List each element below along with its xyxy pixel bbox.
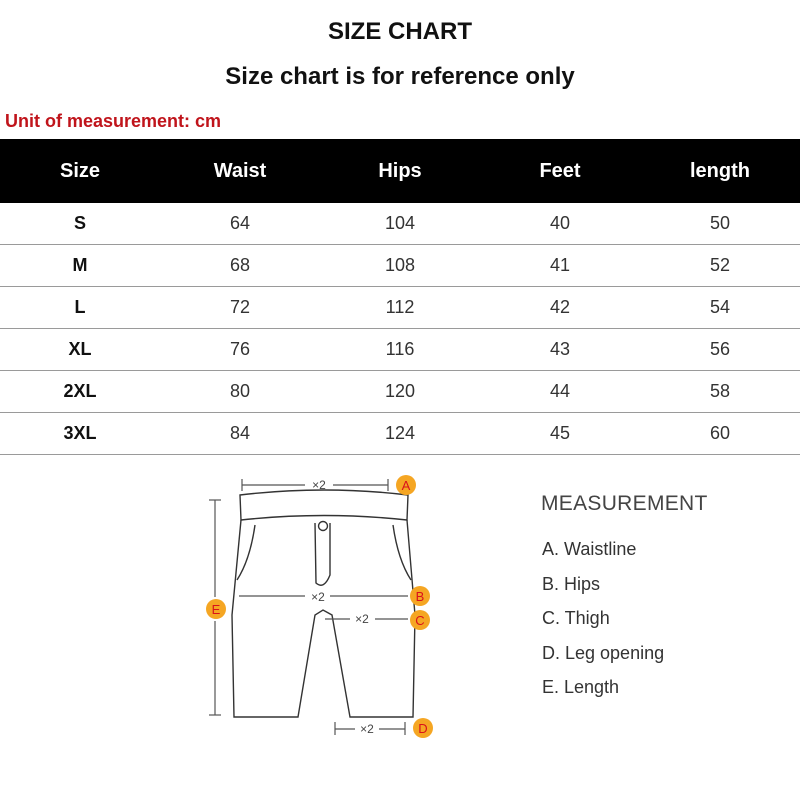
- hips-cell: 120: [320, 371, 480, 413]
- waist-cell: 80: [160, 371, 320, 413]
- length-cell: 58: [640, 371, 800, 413]
- hips-multiplier: ×2: [311, 590, 325, 604]
- size-cell: 3XL: [0, 413, 160, 455]
- column-header-waist: Waist: [160, 139, 320, 203]
- table-row: [0, 371, 800, 413]
- table-row: [0, 413, 800, 455]
- column-header-length: length: [640, 139, 800, 203]
- column-header-hips: Hips: [320, 139, 480, 203]
- length-cell: 50: [640, 203, 800, 245]
- feet-cell: 43: [480, 329, 640, 371]
- legend-item-length: E. Length: [542, 677, 620, 697]
- marker-e-label: E: [211, 602, 221, 617]
- size-cell: 2XL: [0, 371, 160, 413]
- hips-cell: 112: [320, 287, 480, 329]
- feet-cell: 42: [480, 287, 640, 329]
- legend-item-thigh: C. Thigh: [542, 608, 610, 628]
- legend-item-leg-opening: D. Leg opening: [542, 642, 665, 663]
- shorts-illustration: [195, 465, 455, 755]
- size-cell: L: [0, 287, 160, 329]
- length-cell: 52: [640, 245, 800, 287]
- page-title: SIZE CHART: [328, 18, 472, 45]
- size-cell: XL: [0, 329, 160, 371]
- feet-cell: 41: [480, 245, 640, 287]
- column-header-size: Size: [0, 139, 160, 203]
- legend-item-hips: B. Hips: [542, 573, 601, 594]
- thigh-multiplier: ×2: [355, 612, 369, 626]
- feet-cell: 40: [480, 203, 640, 245]
- length-cell: 60: [640, 413, 800, 455]
- hips-cell: 104: [320, 203, 480, 245]
- marker-a-label: A: [401, 478, 411, 493]
- size-cell: S: [0, 203, 160, 245]
- table-row: [0, 203, 800, 245]
- waist-cell: 68: [160, 245, 320, 287]
- marker-c-label: C: [415, 613, 425, 628]
- waist-cell: 84: [160, 413, 320, 455]
- legend-item-waistline: A. Waistline: [542, 539, 637, 559]
- unit-note: Unit of measurement: cm: [5, 111, 222, 131]
- table-row: [0, 245, 800, 287]
- hips-cell: 124: [320, 413, 480, 455]
- marker-d-label: D: [418, 721, 428, 736]
- hips-cell: 108: [320, 245, 480, 287]
- marker-b-label: B: [415, 589, 425, 604]
- size-table: [0, 139, 800, 455]
- length-cell: 54: [640, 287, 800, 329]
- measurement-title: MEASUREMENT: [541, 492, 708, 515]
- length-cell: 56: [640, 329, 800, 371]
- leg-opening-multiplier: ×2: [360, 722, 374, 736]
- measurement-legend: [542, 537, 664, 710]
- feet-cell: 45: [480, 413, 640, 455]
- table-row: [0, 287, 800, 329]
- feet-cell: 44: [480, 371, 640, 413]
- page-subtitle: Size chart is for reference only: [225, 63, 575, 90]
- waist-multiplier: ×2: [312, 478, 326, 492]
- table-row: [0, 329, 800, 371]
- table-header-row: [0, 139, 800, 203]
- shorts-measurement-diagram: [195, 465, 455, 755]
- waist-cell: 76: [160, 329, 320, 371]
- waist-cell: 72: [160, 287, 320, 329]
- size-cell: M: [0, 245, 160, 287]
- waist-cell: 64: [160, 203, 320, 245]
- hips-cell: 116: [320, 329, 480, 371]
- column-header-feet: Feet: [480, 139, 640, 203]
- button-icon: [319, 522, 328, 531]
